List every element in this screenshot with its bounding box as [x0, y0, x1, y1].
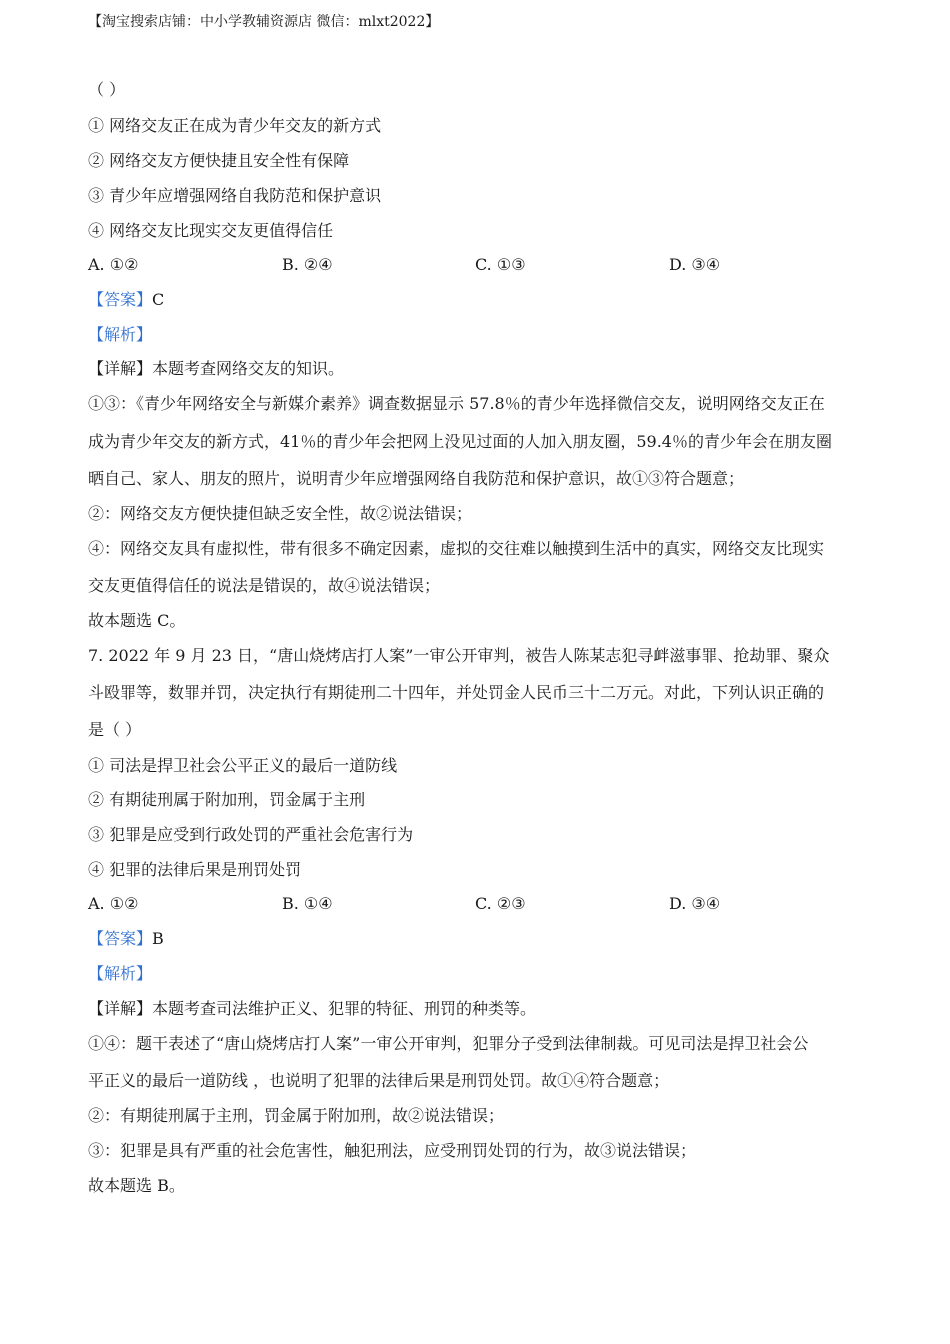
q6-explain-1: ①③：《青少年网络安全与新媒介素养》调查数据显示 57.8％的青少年选择微信交友，说明网络交友正在 — [88, 394, 825, 413]
q7-detail-text: 本题考查司法维护正义、犯罪的特征、刑罚的种类等。 — [152, 999, 537, 1018]
q7-stem-2: 斗殴罪等，数罪并罚，决定执行有期徒刑二十四年，并处罚金人民币三十二万元。对此，下列认识正确的 — [88, 683, 825, 702]
q7-item-4: ④ 犯罪的法律后果是刑罚处罚 — [88, 860, 302, 879]
q6-answer-value: C — [152, 290, 165, 309]
q6-detail-text: 本题考查网络交友的知识。 — [152, 359, 345, 378]
q7-explain-3: ②：有期徒刑属于主刑，罚金属于附加刑，故②说法错误； — [88, 1106, 505, 1125]
q6-item-3: ③ 青少年应增强网络自我防范和保护意识 — [88, 186, 382, 205]
q6-option-b: B. ②④ — [282, 255, 333, 274]
q6-detail — [88, 358, 344, 380]
q6-explain-5: ④：网络交友具有虚拟性，带有很多不确定因素，虚拟的交往难以触摸到生活中的真实，网络交友比现实 — [88, 539, 825, 558]
q7-answer — [88, 928, 164, 950]
q7-detail-label: 【详解】 — [88, 999, 153, 1018]
q7-explain-2: 平正义的最后一道防线 ，也说明了犯罪的法律后果是刑罚处罚。故①④符合题意； — [88, 1071, 670, 1090]
q6-explain-2: 成为青少年交友的新方式，41％的青少年会把网上没见过面的人加入朋友圈，59.4％的青少年会在朋友圈 — [88, 432, 832, 451]
q6-detail-label: 【详解】 — [88, 359, 153, 378]
q6-explain-6: 交友更值得信任的说法是错误的，故④说法错误； — [88, 576, 441, 595]
q6-option-c: C. ①③ — [475, 255, 526, 274]
q6-paren: （ ） — [88, 80, 126, 99]
q6-answer — [88, 289, 164, 311]
q7-item-3: ③ 犯罪是应受到行政处罚的严重社会危害行为 — [88, 825, 414, 844]
q6-item-4: ④ 网络交友比现实交友更值得信任 — [88, 221, 334, 240]
page-header: 【淘宝搜索店铺：中小学教辅资源店 微信：mlxt2022】 — [88, 14, 440, 30]
q7-explain-4: ③：犯罪是具有严重的社会危害性，触犯刑法，应受刑罚处罚的行为，故③说法错误； — [88, 1141, 697, 1160]
q6-option-a: A. ①② — [88, 255, 139, 274]
q7-option-a: A. ①② — [88, 894, 139, 913]
q6-explain-4: ②：网络交友方便快捷但缺乏安全性，故②说法错误； — [88, 504, 473, 523]
q7-answer-value: B — [152, 929, 164, 948]
q7-analysis-label: 【解析】 — [88, 964, 153, 983]
q6-analysis-label: 【解析】 — [88, 325, 153, 344]
q7-item-1: ① 司法是捍卫社会公平正义的最后一道防线 — [88, 756, 398, 775]
q7-explain-1: ①④：题干表述了“唐山烧烤店打人案”一审公开审判，犯罪分子受到法律制裁。可见司法是捍卫社会公 — [88, 1034, 809, 1053]
q7-item-2: ② 有期徒刑属于附加刑，罚金属于主刑 — [88, 790, 366, 809]
q7-stem-1: 7. 2022 年 9 月 23 日，“唐山烧烤店打人案”一审公开审判，被告人陈某志犯寻衅滋事罪、抢劫罪、聚众 — [88, 646, 830, 665]
q7-option-c: C. ②③ — [475, 894, 526, 913]
q7-explain-5: 故本题选 B。 — [88, 1176, 185, 1195]
q7-option-b: B. ①④ — [282, 894, 333, 913]
q6-explain-3: 晒自己、家人、朋友的照片，说明青少年应增强网络自我防范和保护意识，故①③符合题意； — [88, 469, 745, 488]
q7-option-d: D. ③④ — [669, 894, 721, 913]
q7-answer-label: 【答案】 — [88, 929, 153, 948]
q7-detail — [88, 998, 536, 1020]
q6-answer-label: 【答案】 — [88, 290, 153, 309]
q6-item-2: ② 网络交友方便快捷且安全性有保障 — [88, 151, 350, 170]
q7-stem-3: 是（ ） — [88, 720, 142, 739]
q6-option-d: D. ③④ — [669, 255, 721, 274]
q6-item-1: ① 网络交友正在成为青少年交友的新方式 — [88, 116, 382, 135]
q6-explain-7: 故本题选 C。 — [88, 611, 186, 630]
